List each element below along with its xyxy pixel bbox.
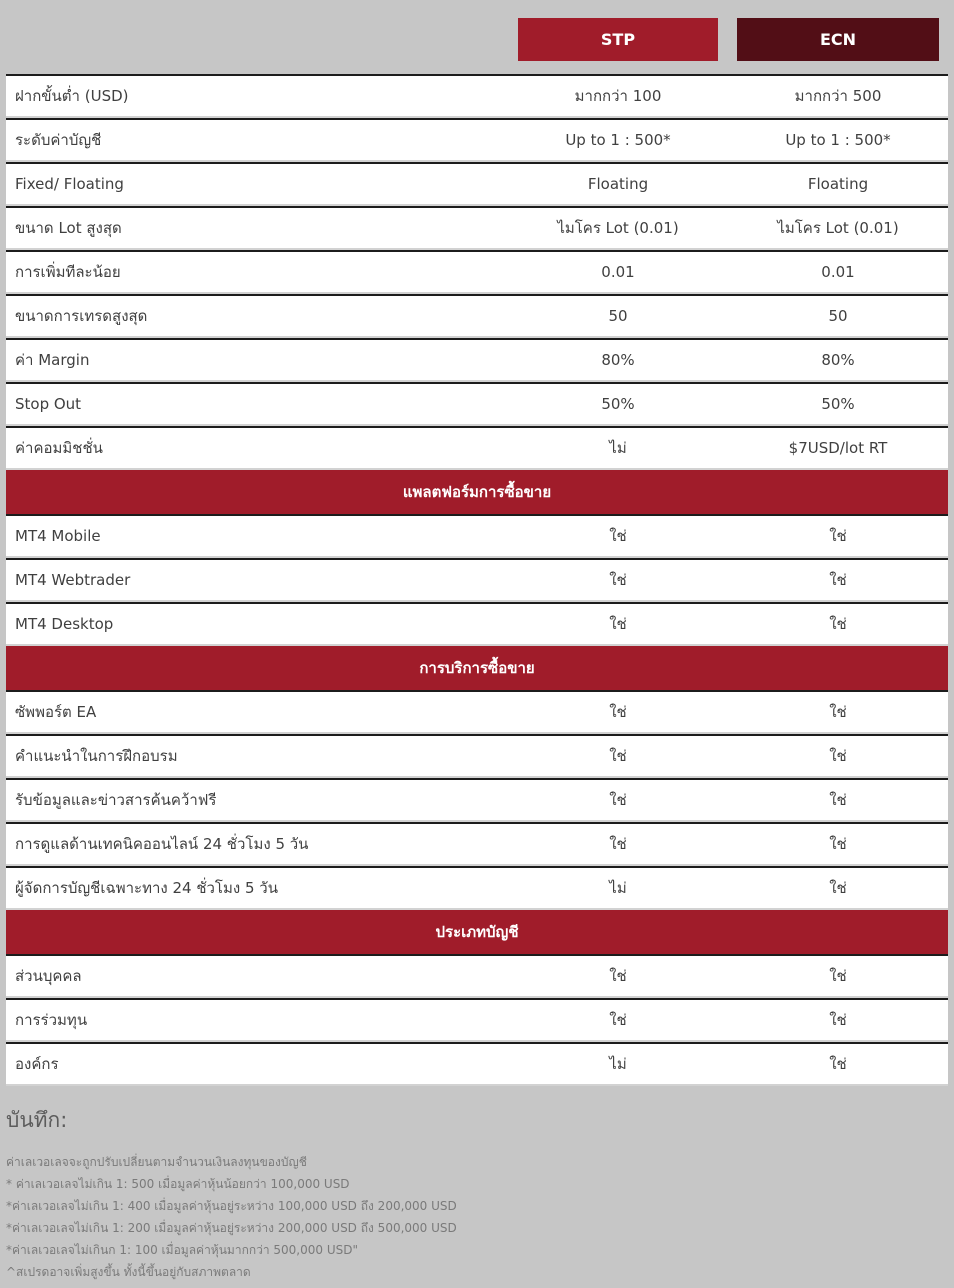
table-row — [6, 954, 948, 998]
stp-value: Floating — [587, 175, 649, 193]
stp-value: ไม่ — [609, 879, 627, 897]
stp-value: ใช่ — [609, 527, 627, 545]
table-row — [6, 514, 948, 558]
table-row — [6, 426, 948, 470]
stp-value: ใช่ — [609, 703, 627, 721]
ecn-value: มากกว่า 500 — [794, 87, 882, 105]
ecn-value: 50 — [828, 307, 848, 325]
row-label: ขนาด Lot สูงสุด — [15, 219, 122, 237]
note-line: ^สเปรดอาจเพิ่มสูงขึ้น ทั้งนี้ขึ้นอยู่กับสภาพตลาด — [6, 1265, 251, 1279]
row-label: ค่า Margin — [15, 351, 90, 369]
notes-section — [6, 1104, 946, 1283]
stp-value: ใช่ — [609, 1011, 627, 1029]
row-label: รับข้อมูลและข่าวสารค้นคว้าฟรี — [15, 791, 217, 809]
table-row — [6, 118, 948, 162]
row-label: MT4 Mobile — [15, 527, 101, 545]
row-label: MT4 Webtrader — [15, 571, 131, 589]
ecn-value: Up to 1 : 500* — [785, 131, 891, 149]
stp-value: ใช่ — [609, 747, 627, 765]
table-row — [6, 250, 948, 294]
stp-value: ใช่ — [609, 571, 627, 589]
row-label: ค่าคอมมิชชั่น — [15, 439, 103, 457]
row-label: ซัพพอร์ต EA — [15, 703, 97, 721]
ecn-value: ใช่ — [829, 967, 847, 985]
ecn-value: 50% — [821, 395, 855, 413]
notes-title: บันทึก: — [6, 1108, 68, 1132]
stp-value: ใช่ — [609, 615, 627, 633]
table-row — [6, 294, 948, 338]
row-label: การร่วมทุน — [15, 1011, 88, 1029]
ecn-value: ใช่ — [829, 615, 847, 633]
ecn-value: $7USD/lot RT — [788, 439, 888, 457]
stp-value: ไม่ — [609, 1055, 627, 1073]
row-label: ระดับค่าบัญชี — [15, 131, 102, 149]
row-label: Fixed/ Floating — [15, 175, 124, 193]
ecn-value: ใช่ — [829, 791, 847, 809]
table-row — [6, 734, 948, 778]
note-line: *ค่าเลเวอเลจไม่เกิน 1: 400 เมื่อมูลค่าหุ้นอยู่ระหว่าง 100,000 USD ถึง 200,000 USD — [6, 1199, 457, 1213]
table-row — [6, 822, 948, 866]
ecn-value: 80% — [821, 351, 855, 369]
section-header-account-types: ประเภทบัญชี — [6, 910, 948, 954]
ecn-value: ใช่ — [829, 835, 847, 853]
ecn-value: 0.01 — [821, 263, 855, 281]
row-label: ผู้จัดการบัญชีเฉพาะทาง 24 ชั่วโมง 5 วัน — [15, 879, 278, 897]
stp-value: 80% — [601, 351, 635, 369]
tab-ecn[interactable]: ECN — [737, 18, 939, 61]
ecn-value: ใช่ — [829, 747, 847, 765]
note-line: *ค่าเลเวอเลจไม่เกินก 1: 100 เมื่อมูลค่าหุ้นมากกว่า 500,000 USD" — [6, 1243, 358, 1257]
stp-value: 0.01 — [601, 263, 635, 281]
table-row — [6, 382, 948, 426]
section-header-platforms: แพลตฟอร์มการซื้อขาย — [6, 470, 948, 514]
row-label: การเพิ่มทีละน้อย — [15, 263, 121, 281]
row-label: ส่วนบุคคล — [15, 967, 82, 985]
row-label: การดูแลด้านเทคนิคออนไลน์ 24 ชั่วโมง 5 วัน — [15, 835, 309, 853]
row-label: ขนาดการเทรดสูงสุด — [15, 307, 148, 325]
stp-value: ใช่ — [609, 835, 627, 853]
table-row — [6, 602, 948, 646]
row-label: MT4 Desktop — [15, 615, 114, 633]
stp-value: Up to 1 : 500* — [565, 131, 671, 149]
stp-value: 50 — [608, 307, 628, 325]
table-row — [6, 338, 948, 382]
note-line: ค่าเลเวอเลจจะถูกปรับเปลี่ยนตามจำนวนเงินลงทุนของบัญชี — [6, 1155, 307, 1169]
stp-value: ไม่ — [609, 439, 627, 457]
row-label: ฝากขั้นต่ำ (USD) — [15, 87, 129, 105]
stp-value: ใช่ — [609, 967, 627, 985]
stp-value: ใช่ — [609, 791, 627, 809]
table-row — [6, 866, 948, 910]
comparison-table — [6, 74, 948, 1086]
note-line: * ค่าเลเวอเลจไม่เกิน 1: 500 เมื่อมูลค่าหุ้นน้อยกว่า 100,000 USD — [6, 1177, 350, 1191]
table-row — [6, 558, 948, 602]
table-row — [6, 162, 948, 206]
stp-value: 50% — [601, 395, 635, 413]
stp-value: ไมโคร Lot (0.01) — [557, 219, 679, 237]
row-label: คำแนะนำในการฝึกอบรม — [15, 747, 178, 765]
table-row — [6, 74, 948, 118]
table-row — [6, 998, 948, 1042]
table-row — [6, 1042, 948, 1086]
row-label: องค์กร — [15, 1055, 59, 1073]
section-header-services: การบริการซื้อขาย — [6, 646, 948, 690]
ecn-value: Floating — [807, 175, 869, 193]
table-row — [6, 690, 948, 734]
note-line: *ค่าเลเวอเลจไม่เกิน 1: 200 เมื่อมูลค่าหุ้นอยู่ระหว่าง 200,000 USD ถึง 500,000 USD — [6, 1221, 457, 1235]
ecn-value: ใช่ — [829, 571, 847, 589]
tab-stp[interactable]: STP — [518, 18, 718, 61]
table-row — [6, 206, 948, 250]
ecn-value: ใช่ — [829, 1011, 847, 1029]
table-row — [6, 778, 948, 822]
ecn-value: ใช่ — [829, 703, 847, 721]
ecn-value: ไมโคร Lot (0.01) — [777, 219, 899, 237]
stp-value: มากกว่า 100 — [574, 87, 662, 105]
ecn-value: ใช่ — [829, 527, 847, 545]
row-label: Stop Out — [15, 395, 82, 413]
ecn-value: ใช่ — [829, 1055, 847, 1073]
ecn-value: ใช่ — [829, 879, 847, 897]
